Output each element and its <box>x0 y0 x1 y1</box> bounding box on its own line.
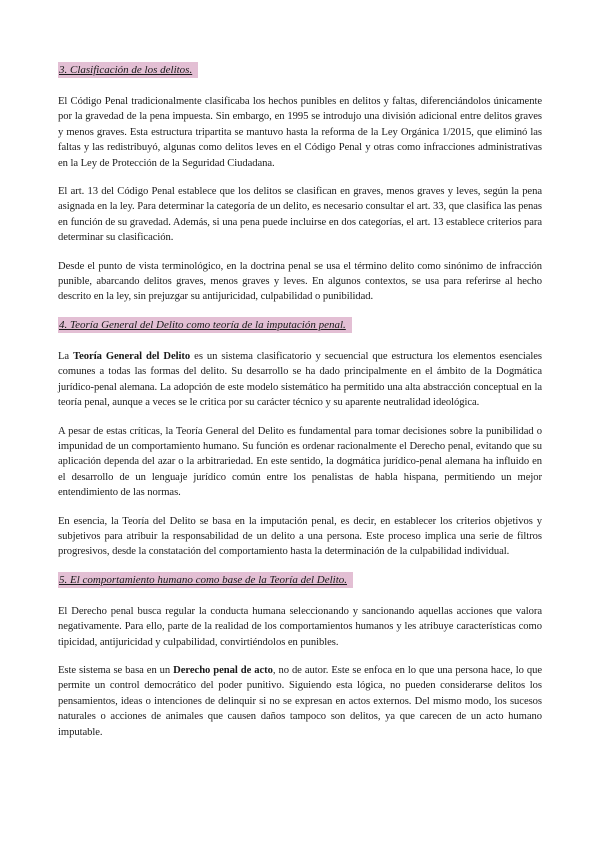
paragraph: El Código Penal tradicionalmente clasificaba los hechos punibles en delitos y faltas, diferenciándolos únicamente por la gravedad de la pena impuesta. Sin embargo, en 1995 se introdujo una división adicional entre delitos graves y menos graves. Esta estructura tripartita se mantuvo hasta la reforma de la Ley Orgánica 1/2015, que eliminó las faltas y las redistribuyó, algunas como delitos leves en el Código Penal y otras como infracciones administrativas en la Ley de Protección de la Seguridad Ciudadana. <box>58 96 542 169</box>
paragraph-text: , no de autor. Este se enfoca en lo que una persona hace, lo que permite un control democrático del poder punitivo. Siguiendo esta lógica, no pueden considerarse delitos los pensamientos, ideas o intenciones de delinquir si no se expresan en actos externos. Del mismo modo, los sucesos naturales o acciones de animales que causen daños tampoco son delitos, ya que carecen de un acto humano imputable. <box>58 664 542 738</box>
paragraph: A pesar de estas críticas, la Teoría General del Delito es fundamental para tomar decisiones sobre la punibilidad o impunidad de un comportamiento humano. Su función es ordenar racionalmente el Derecho penal, evitando que su aplicación dependa del azar o la arbitrariedad. En este sentido, la dogmática jurídico-penal alemana ha influido en el desarrollo de un lenguaje jurídico común entre los penalistas de habla hispana, permitiendo un mejor entendimiento de las normas. <box>58 425 542 499</box>
paragraph <box>58 663 542 740</box>
paragraph-text: La <box>58 350 74 362</box>
paragraph: Desde el punto de vista terminológico, en la doctrina penal se usa el término delito como sinónimo de infracción punible, abarcando delitos graves, menos graves y leves. En algunos contextos, se usa para referirse al hecho descrito en la ley, sin prejuzgar su antijuricidad, culpabilidad o punibilidad. <box>58 260 542 303</box>
section-teoria-general <box>58 317 542 560</box>
bold-term: Teoría General del Delito <box>73 350 191 362</box>
paragraph <box>58 349 542 411</box>
paragraph-text: es un sistema clasificatorio y secuencial que estructura los elementos esenciales comunes a todas las formas del delito. Su desarrollo se ha dado principalmente en el ámbito de la Dogmática jurídico-penal alemana. La adopción de este modelo sistemático ha permitido una alta abstracción conceptual en la teoría penal, aunque a veces se le critica por su carácter técnico y su aparente neutralidad ideológica. <box>58 350 542 409</box>
paragraph: El Derecho penal busca regular la conducta humana seleccionando y sancionando aquellas acciones que valora negativamente. Para ello, parte de la realidad de los comportamientos humanos y les atribuye características como tipicidad, antijuricidad y culpabilidad, convirtiéndolos en punibles. <box>58 605 542 648</box>
paragraph: El art. 13 del Código Penal establece que los delitos se clasifican en graves, menos graves y leves, según la pena asignada en la ley. Para determinar la categoría de un delito, es necesario consultar el art. 33, que clasifica las penas en función de su gravedad. Además, si una pena puede incluirse en dos categorías, el art. 13 establece criterios para determinar su clasificación. <box>58 186 542 244</box>
section-heading: 3. Clasificación de los delitos. <box>58 62 198 78</box>
section-clasificacion <box>58 62 542 305</box>
section-comportamiento-humano <box>58 572 542 740</box>
bold-term: Derecho penal de acto <box>173 664 273 676</box>
section-heading: 4. Teoría General del Delito como teoría de la imputación penal. <box>58 317 352 333</box>
section-heading: 5. El comportamiento humano como base de la Teoría del Delito. <box>58 572 353 588</box>
paragraph: En esencia, la Teoría del Delito se basa en la imputación penal, es decir, en establecer los criterios objetivos y subjetivos para atribuir la responsabilidad de un delito a una persona. Este proceso implica una serie de filtros progresivos, desde la constatación del comportamiento hasta la determinación de la culpabilidad individual. <box>58 515 542 558</box>
paragraph-text: Este sistema se basa en un <box>58 664 174 676</box>
